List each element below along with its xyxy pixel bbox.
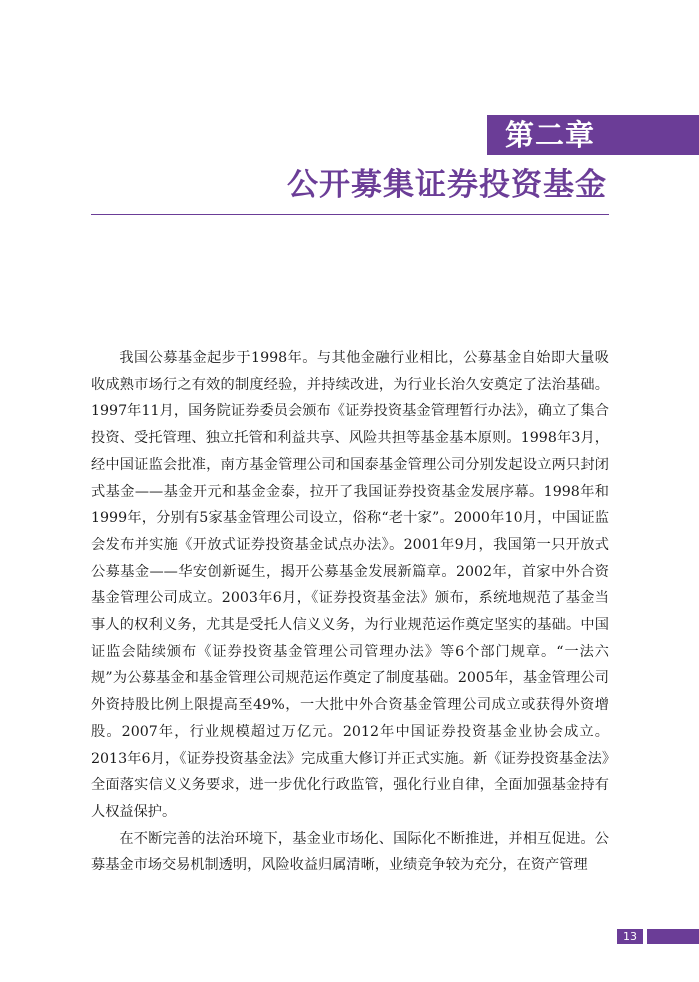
body-text bbox=[91, 345, 609, 879]
footer-accent-bar bbox=[647, 929, 699, 944]
page-number: 13 bbox=[623, 930, 637, 943]
chapter-label: 第二章 bbox=[505, 118, 596, 152]
title-divider bbox=[91, 214, 609, 215]
chapter-title: 公开募集证券投资基金 bbox=[287, 167, 607, 203]
paragraph-market: 在不断完善的法治环境下，基金业市场化、国际化不断推进，并相互促进。公募基金市场交易机制透明，风险收益归属清晰，业绩竞争较为充分，在资产管理 bbox=[91, 830, 609, 874]
paragraph-history: 我国公募基金起步于1998年。与其他金融行业相比，公募基金自始即大量吸收成熟市场行之有效的制度经验，并持续改进，为行业长治久安奠定了法治基础。1997年11月，国务院证券委员会颁布《证券投资基金管理暂行办法》，确立了集合投资、受托管理、独立托管和利益共享、风险共担等基金基本原则。1998年3月，经中国证监会批准，南方基金管理公司和国泰基金管理公司分别发起设立两只封闭式基金——基金开元和基金金泰，拉开了我国证券投资基金发展序幕。1998年和1999年，分别有5家基金管理公司设立，俗称“老十家”。2000年10月，中国证监会发布并实施《开放式证券投资基金试点办法》。2001年9月，我国第一只开放式公募基金——华安创新诞生，揭开公募基金发展新篇章。2002年，首家中外合资基金管理公司成立。2003年6月，《证券投资基金法》颁布，系统地规范了基金当事人的权利义务，尤其是受托人信义义务，为行业规范运作奠定坚实的基础。中国证监会陆续颁布《证券投资基金管理公司管理办法》等6个部门规章。“一法六规”为公募基金和基金管理公司规范运作奠定了制度基础。2005年，基金管理公司外资持股比例上限提高至49%，一大批中外合资基金管理公司成立或获得外资增股。2007年，行业规模超过万亿元。2012年中国证券投资基金业协会成立。2013年6月，《证券投资基金法》完成重大修订并正式实施。新《证券投资基金法》全面落实信义义务要求，进一步优化行政监管，强化行业自律，全面加强基金持有人权益保护。 bbox=[91, 350, 609, 820]
